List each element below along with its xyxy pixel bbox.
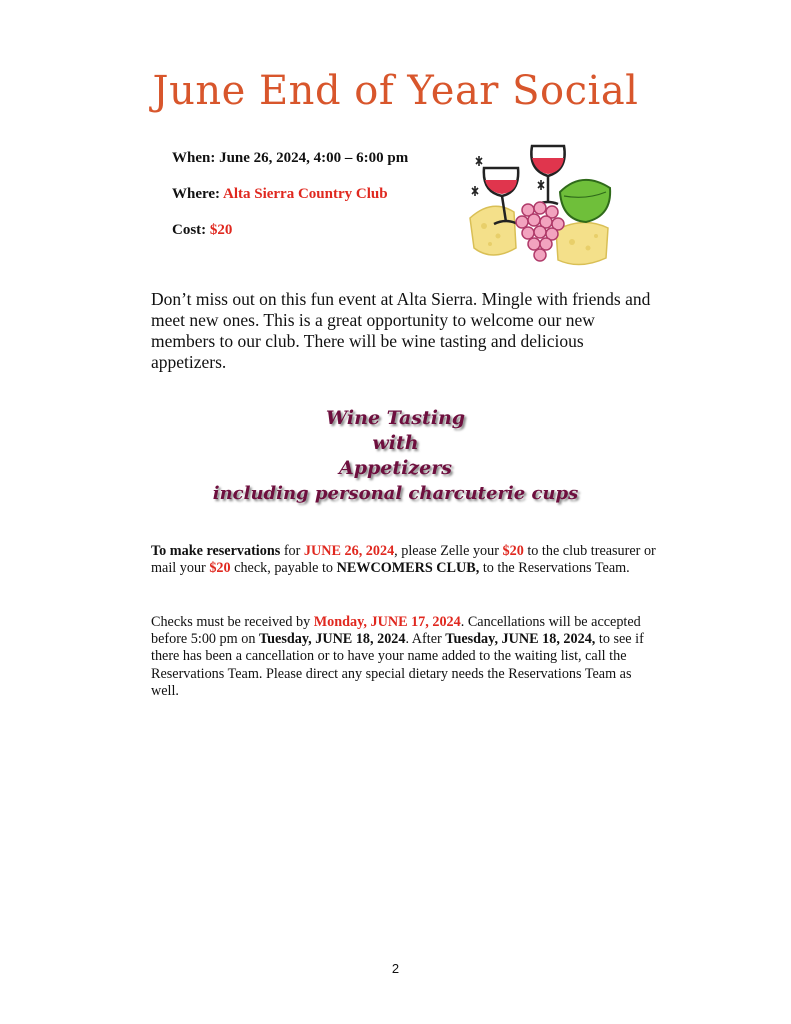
event-date-highlight: JUNE 26, 2024	[303, 543, 395, 559]
when-value: June 26, 2024, 4:00 – 6:00 pm	[219, 150, 409, 166]
cost-label: Cost:	[172, 222, 207, 238]
wine-grapes-clipart-icon	[462, 130, 622, 272]
text-run: Checks must be received by	[151, 614, 314, 630]
where-label: Where:	[172, 186, 221, 202]
wordart-line-1: Wine Tasting	[325, 407, 466, 429]
when-line	[172, 150, 408, 167]
cost-value: $20	[209, 222, 233, 238]
deadline-highlight: Monday, JUNE 17, 2024	[313, 614, 461, 630]
page-title: June End of Year Social	[152, 68, 639, 114]
text-run: check, payable to	[230, 560, 337, 577]
where-value: Alta Sierra Country Club	[222, 186, 388, 202]
wine-tasting-wordart	[0, 406, 791, 506]
page-number: 2	[391, 961, 400, 976]
where-line	[172, 186, 388, 203]
when-label: When:	[172, 150, 216, 166]
payee-name: NEWCOMERS CLUB,	[336, 560, 480, 577]
wordart-line-4: including personal charcuterie cups	[212, 483, 579, 504]
text-run: . Cancellations will be accepted before 5:00 pm on	[151, 614, 641, 648]
reservations-lead: To make reservations	[151, 543, 281, 559]
wordart-line-2: with	[372, 432, 419, 454]
checks-paragraph	[151, 614, 661, 700]
cancellation-date: Tuesday, JUNE 18, 2024	[258, 631, 406, 648]
cancellation-date: Tuesday, JUNE 18, 2024,	[445, 631, 596, 648]
price-highlight: $20	[502, 543, 524, 559]
text-run: to the club treasurer or mail your	[151, 543, 656, 577]
wordart-line-3: Appetizers	[339, 457, 452, 479]
text-run: to see if there has been a cancellation or to have your name added to the waiting list, call the Reservations Team. Please direct any special dietary needs the Reservations Team as well.	[151, 631, 644, 699]
text-run: for	[280, 543, 304, 559]
cost-line	[172, 222, 232, 239]
text-run: , please Zelle your	[394, 543, 503, 559]
reservations-paragraph	[151, 543, 661, 577]
text-run: . After	[405, 631, 446, 648]
price-highlight: $20	[209, 560, 231, 577]
text-run: to the Reservations Team.	[479, 560, 630, 577]
intro-paragraph: Don’t miss out on this fun event at Alta Sierra. Mingle with friends and meet new ones. This is a great opportunity to welcome our new members to our club. There will be wine tasting and delicious appetizers.	[151, 289, 651, 372]
